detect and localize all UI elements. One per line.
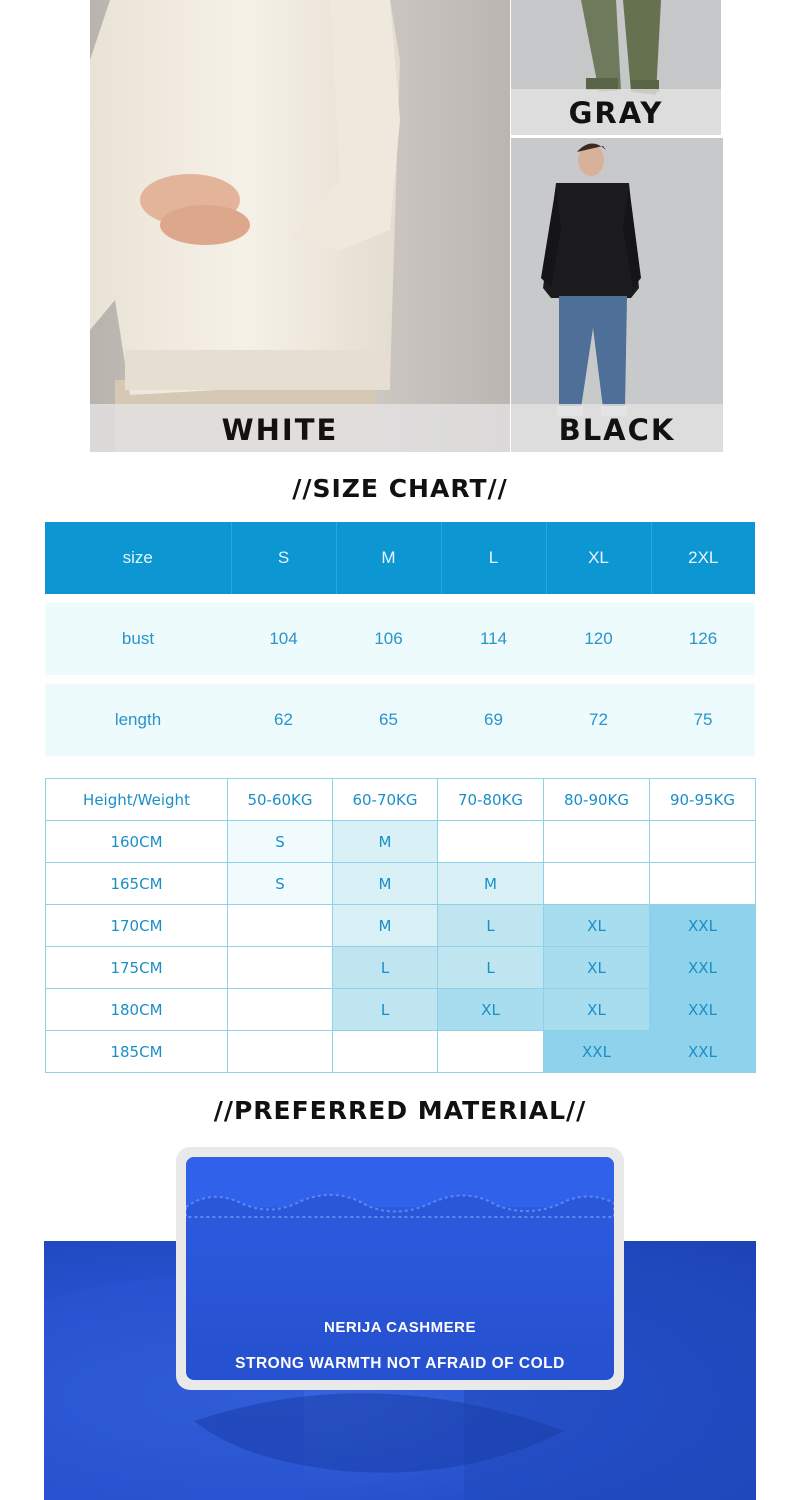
white-model-illustration bbox=[90, 0, 510, 452]
table-row bbox=[46, 1031, 756, 1073]
size-cell: L bbox=[438, 947, 544, 989]
size-cell: XXL bbox=[544, 1031, 650, 1073]
height-cell: 160CM bbox=[46, 821, 228, 863]
size-cell bbox=[650, 821, 756, 863]
table-cell: 126 bbox=[651, 603, 755, 675]
height-cell: 185CM bbox=[46, 1031, 228, 1073]
header-cell: size bbox=[45, 522, 231, 594]
size-cell bbox=[228, 947, 333, 989]
height-cell: 175CM bbox=[46, 947, 228, 989]
header-cell: L bbox=[441, 522, 546, 594]
size-cell: S bbox=[228, 821, 333, 863]
size-cell: XXL bbox=[650, 905, 756, 947]
header-cell: 2XL bbox=[651, 522, 755, 594]
white-sweatshirt-photo bbox=[90, 0, 510, 452]
size-cell bbox=[333, 1031, 438, 1073]
table-cell: 120 bbox=[546, 603, 651, 675]
fabric-closeup-card bbox=[176, 1147, 624, 1390]
size-cell: M bbox=[333, 821, 438, 863]
black-color-label: BLACK bbox=[511, 404, 723, 452]
height-cell: 165CM bbox=[46, 863, 228, 905]
black-sweatshirt-photo bbox=[511, 138, 723, 452]
gray-sweatshirt-photo bbox=[511, 0, 721, 135]
size-cell bbox=[228, 905, 333, 947]
header-cell: 60-70KG bbox=[333, 779, 438, 821]
header-cell: 50-60KG bbox=[228, 779, 333, 821]
length-row bbox=[45, 684, 755, 756]
row-label: length bbox=[45, 684, 231, 756]
size-cell: S bbox=[228, 863, 333, 905]
size-cell bbox=[650, 863, 756, 905]
size-cell: XXL bbox=[650, 1031, 756, 1073]
table-row bbox=[46, 863, 756, 905]
size-cell: M bbox=[438, 863, 544, 905]
white-color-label: WHITE bbox=[90, 404, 510, 452]
table-cell: 106 bbox=[336, 603, 441, 675]
size-cell bbox=[544, 821, 650, 863]
fabric-closeup-photo bbox=[186, 1157, 614, 1380]
size-cell: XL bbox=[544, 947, 650, 989]
size-chart-title: //SIZE CHART// bbox=[292, 474, 508, 503]
height-cell: 180CM bbox=[46, 989, 228, 1031]
height-weight-table bbox=[45, 778, 756, 1073]
bust-row bbox=[45, 603, 755, 675]
table-row bbox=[46, 905, 756, 947]
table-cell: 114 bbox=[441, 603, 546, 675]
header-cell: 90-95KG bbox=[650, 779, 756, 821]
size-cell bbox=[228, 1031, 333, 1073]
size-cell: L bbox=[333, 989, 438, 1031]
table-cell: 65 bbox=[336, 684, 441, 756]
size-cell: M bbox=[333, 905, 438, 947]
material-title: //PREFERRED MATERIAL// bbox=[213, 1096, 587, 1125]
size-cell bbox=[438, 1031, 544, 1073]
size-cell: L bbox=[333, 947, 438, 989]
table-row bbox=[46, 989, 756, 1031]
size-cell: XL bbox=[544, 905, 650, 947]
row-label: bust bbox=[45, 603, 231, 675]
table-cell: 72 bbox=[546, 684, 651, 756]
gray-color-label: GRAY bbox=[511, 89, 721, 135]
size-cell: XL bbox=[438, 989, 544, 1031]
rib-collar-illustration bbox=[186, 1157, 614, 1380]
rec-header-row bbox=[46, 779, 756, 821]
size-cell: XL bbox=[544, 989, 650, 1031]
material-name: NERIJA CASHMERE bbox=[324, 1319, 476, 1336]
header-cell: 70-80KG bbox=[438, 779, 544, 821]
size-cell bbox=[228, 989, 333, 1031]
table-cell: 69 bbox=[441, 684, 546, 756]
header-cell: S bbox=[231, 522, 336, 594]
size-cell bbox=[438, 821, 544, 863]
header-cell: XL bbox=[546, 522, 651, 594]
size-cell: L bbox=[438, 905, 544, 947]
header-cell: 80-90KG bbox=[544, 779, 650, 821]
size-chart-table bbox=[45, 522, 755, 756]
table-row bbox=[46, 947, 756, 989]
size-header-row bbox=[45, 522, 755, 594]
header-cell: Height/Weight bbox=[46, 779, 228, 821]
material-tagline: STRONG WARMTH NOT AFRAID OF COLD bbox=[235, 1355, 565, 1372]
table-row bbox=[46, 821, 756, 863]
header-cell: M bbox=[336, 522, 441, 594]
size-cell bbox=[544, 863, 650, 905]
table-cell: 62 bbox=[231, 684, 336, 756]
height-cell: 170CM bbox=[46, 905, 228, 947]
size-cell: M bbox=[333, 863, 438, 905]
table-cell: 104 bbox=[231, 603, 336, 675]
size-cell: XXL bbox=[650, 947, 756, 989]
table-cell: 75 bbox=[651, 684, 755, 756]
size-cell: XXL bbox=[650, 989, 756, 1031]
